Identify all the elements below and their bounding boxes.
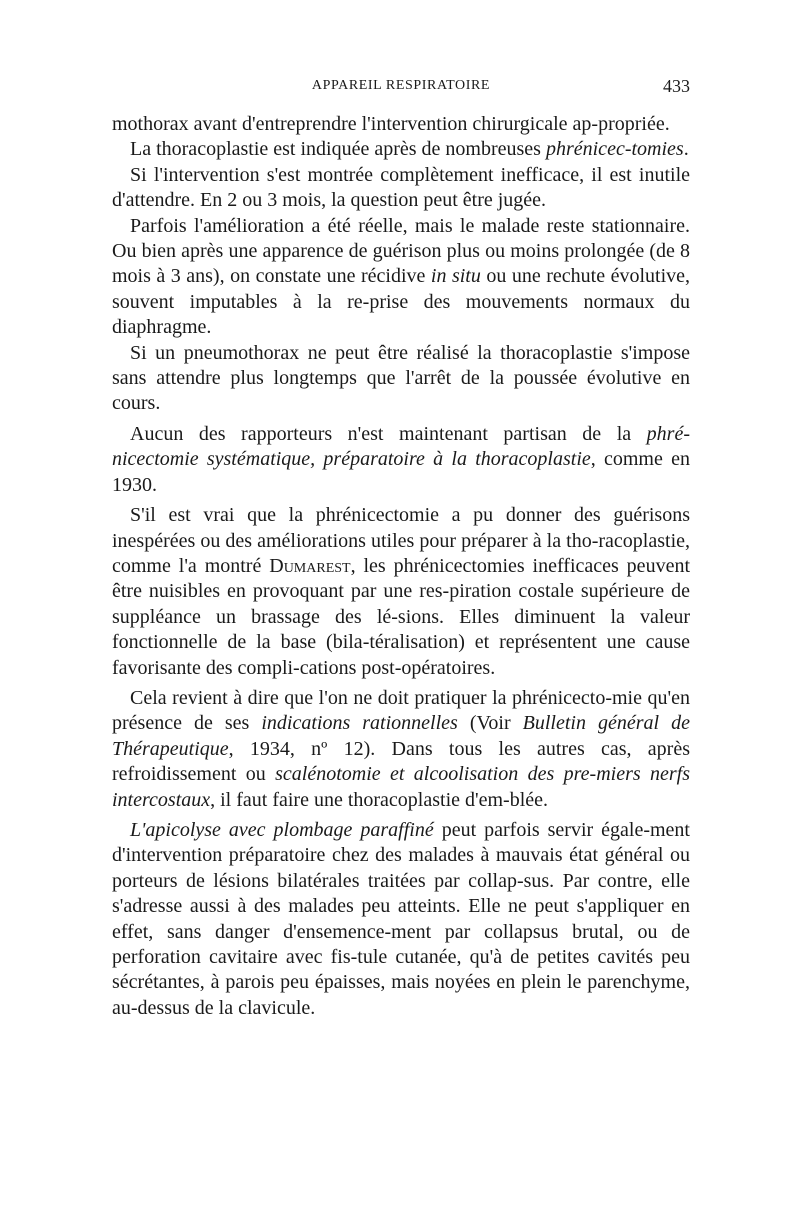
paragraph [112, 214, 690, 341]
body-text [112, 112, 690, 1021]
text-run: , il faut faire une thoracoplastie d'em-blée. [210, 788, 549, 811]
text-run: ou une rechute évolutive, souvent imputables à la re-prise des mouvements normaux du diaphragme. [112, 265, 691, 339]
italic-text: phré-nicectomie systématique, préparatoire à la thoracoplastie [112, 422, 690, 471]
text-run: , les phrénicectomies inefficaces peuvent être nuisibles en provoquant par une res-piration costale supérieure de suppléance un brassage des lé-sions. Elles diminuent la valeur fonctionnelle de la base (bila-téralisation) et représentent une cause favorisante des compli-cations post-opératoires. [112, 554, 690, 679]
italic-text: L'apicolyse avec plombage paraffiné [130, 818, 434, 841]
paragraph [112, 422, 690, 498]
running-title: APPAREIL RESPIRATOIRE [311, 78, 491, 93]
text-run: , comme en 1930. [112, 448, 690, 496]
text-run: mothorax avant d'entreprendre l'intervention chirurgicale ap-propriée. [112, 113, 670, 135]
italic-text: Bulletin général de Thérapeutique [112, 712, 690, 760]
page-header [112, 78, 690, 102]
paragraph [112, 341, 690, 417]
text-run: (Voir [457, 712, 523, 735]
text-run: Aucun des rapporteurs n'est maintenant partisan de la [130, 422, 647, 445]
italic-text: indications rationnelles [261, 712, 458, 735]
italic-text: scalénotomie et alcoolisation des pre-miers nerfs intercostaux [112, 763, 690, 811]
text-run: . [683, 138, 689, 161]
paragraph [112, 818, 690, 1021]
text-run: peut parfois servir égale-ment d'intervention préparatoire chez des malades à mauvais état général ou porteurs de lésions bilatérales traitées par collap-sus. Par contre, elle s'adresse aussi à des malades peu atteints. Elle ne peut s'appliquer en effet, sans danger d'ensemence-ment par collapsus brutal, ou de perforation cavitaire avec fis-tule cutanée, qu'à de petites cavités peu sécrétantes, à parois peu épaisses, mais noyées en plein le parenchyme, au-dessus de la clavicule. [112, 818, 690, 1019]
paragraph [112, 137, 690, 162]
paragraph [112, 686, 690, 813]
page-number: 433 [663, 76, 690, 96]
text-run: Si un pneumothorax ne peut être réalisé la thoracoplastie s'impose sans attendre plus longtemps que l'arrêt de la poussée évolutive en cours. [112, 341, 690, 415]
text-run: , 1934, nº 12). Dans tous les autres cas, après refroidissement ou [112, 737, 690, 786]
text-run: S'il est vrai que la phrénicectomie a pu donner des guérisons inespérées ou des améliorations utiles pour préparer à la tho-racoplastie, comme l'a montré [112, 504, 690, 577]
italic-text: phrénicec-tomies [545, 138, 684, 161]
text-run: Cela revient à dire que l'on ne doit pratiquer la phrénicecto-mie qu'en présence de ses [112, 686, 690, 735]
text-run: La thoracoplastie est indiquée après de nombreuses [130, 138, 546, 161]
paragraph [112, 163, 690, 214]
text-run: Parfois l'amélioration a été réelle, mais le malade reste stationnaire. Ou bien après une apparence de guérison plus ou moins prolongée (de 8 mois à 3 ans), on constate une récidive [112, 214, 690, 288]
paragraph [112, 503, 690, 681]
paragraph [112, 112, 690, 137]
text-run: Si l'intervention s'est montrée complètement inefficace, il est inutile d'attendre. En 2 ou 3 mois, la question peut être jugée. [112, 163, 690, 212]
italic-text: in situ [430, 265, 481, 288]
author-name: Dumarest [269, 554, 351, 577]
